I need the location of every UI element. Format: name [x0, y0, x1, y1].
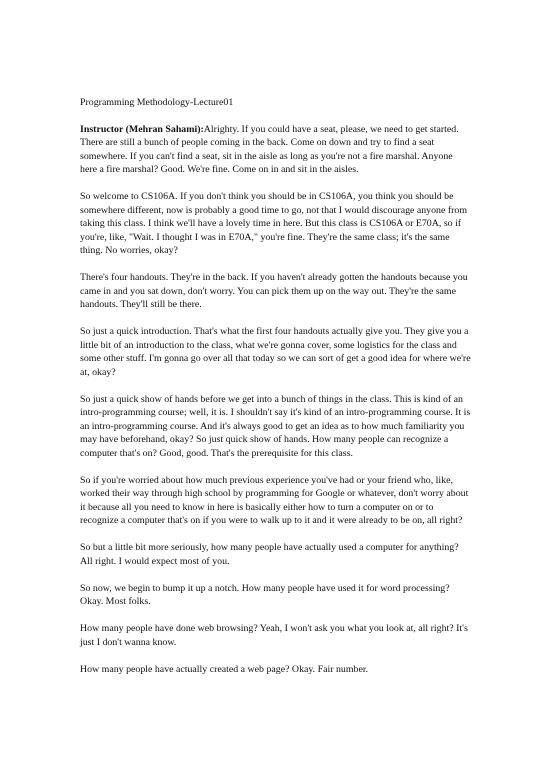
paragraph-9: How many people have done web browsing? Yeah, I won't ask you what you look at, all right? It's just I don't wanna know. [80, 623, 468, 648]
paragraph-1-text: Alrighty. If you could have a seat, please, we need to get started. There are still a bunch of people coming in the back. Come on down and try to find a seat somewhere. If you can't find a seat, sit in the aisle as long as you're not a fire marshal. Anyone here a fire marshal? Good. We're fine. Come on in and sit in the aisles. [80, 123, 459, 175]
document-title: Programming Methodology-Lecture01 [80, 97, 234, 108]
paragraph-4: So just a quick introduction. That's what the first four handouts actually give you. They give you a little bit of an introduction to the class, what we're gonna cover, some logistics for the class and some other stuff. I'm gonna go over all that today so we can sort of get a good idea for where we're at, okay? [80, 326, 471, 378]
paragraph-7: So but a little bit more seriously, how many people have actually used a computer for anything? All right. I would expect most of you. [80, 542, 459, 567]
paragraph-2: So welcome to CS106A. If you don't think you should be in CS106A, you think you should be somewhere different, now is probably a good time to go, not that I would discourage anyone from taking this class. I think we'll have a lovely time in here. But this class is CS106A or E70A, so if you're, like, "Wait. I thought I was in E70A," you're fine. They're the same class; it's the same thing. No worries, okay? [80, 191, 468, 256]
paragraph-3: There's four handouts. They're in the back. If you haven't already gotten the handouts because you came in and you sat down, don't worry. You can pick them up on the way out. They're the same handouts. They'll still be there. [80, 272, 468, 310]
paragraph-1 [80, 123, 472, 177]
speaker-label: Instructor (Mehran Sahami): [80, 123, 204, 135]
paragraph-10: How many people have actually created a web page? Okay. Fair number. [80, 663, 369, 675]
document-body [80, 96, 472, 690]
paragraph-5: So just a quick show of hands before we get into a bunch of things in the class. This is kind of an intro-programming course; well, it is. I shouldn't say it's kind of an intro-programming course. It is an intro-programming course. And it's always good to get an idea as to how much familiarity you may have beforehand, okay? So just quick show of hands. How many people can recognize a computer that's on? Good, good. That's the prerequisite for this class. [80, 393, 471, 459]
paragraph-6: So if you're worried about how much previous experience you've had or your friend who, like, worked their way through high school by programming for Google or whatever, don't worry about it because all you need to know in here is basically either how to turn a computer on or to recognize a computer that's on if you were to walk up to it and it were already to be on, all right? [80, 474, 469, 526]
paragraph-8: So now, we begin to bump it up a notch. How many people have used it for word processing? Okay. Most folks. [80, 582, 450, 607]
